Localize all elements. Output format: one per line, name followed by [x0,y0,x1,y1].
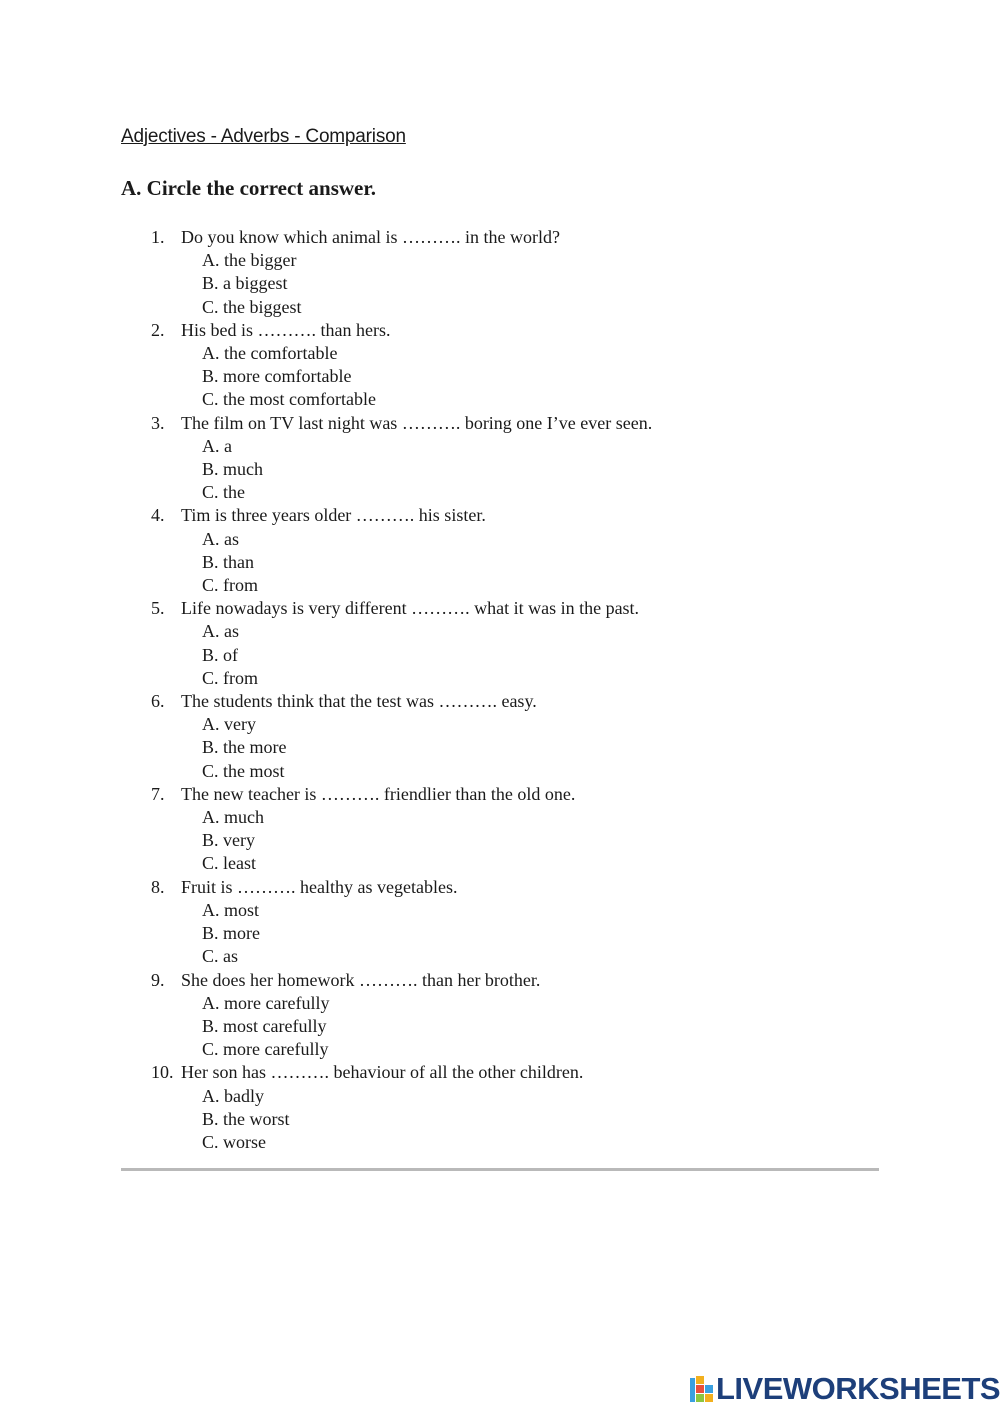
answer-option[interactable]: C. more carefully [202,1039,329,1060]
answer-option[interactable]: C. from [202,667,258,688]
answer-option[interactable]: C. the biggest [202,296,302,317]
answer-option[interactable]: A. as [202,621,239,642]
question-text: Fruit is ………. healthy as vegetables. [181,876,458,897]
question-text: His bed is ………. than hers. [181,319,391,340]
answer-option[interactable]: A. the bigger [202,250,297,271]
page-title: Adjectives - Adverbs - Comparison [121,126,406,147]
question-line [151,876,652,899]
question-number: 9. [151,969,165,990]
question-number: 1. [151,227,165,247]
question-text: Do you know which animal is ………. in the world? [181,227,560,247]
question-line [151,1061,652,1084]
question-text: The students think that the test was ………. easy. [181,691,537,712]
question-item [151,412,652,505]
answer-option[interactable]: A. badly [202,1085,264,1106]
question-item [151,1061,652,1154]
question-text: Tim is three years older ………. his sister. [181,505,486,526]
question-line [151,319,652,342]
question-line [151,969,652,992]
question-item [151,783,652,876]
question-line [151,690,652,713]
question-list [151,226,652,1154]
question-number: 4. [151,505,165,526]
question-number: 2. [151,319,165,340]
question-item [151,969,652,1062]
question-number: 6. [151,691,165,712]
question-line [151,226,652,249]
question-item [151,319,652,412]
answer-option[interactable]: B. very [202,830,255,851]
divider [121,1168,879,1171]
question-text: She does her homework ………. than her brother. [181,969,541,990]
answer-option[interactable]: B. of [202,644,238,665]
answer-option[interactable]: C. the [202,482,245,503]
question-number: 5. [151,598,165,619]
answer-option[interactable]: C. least [202,853,256,874]
question-text: The film on TV last night was ………. boring one I’ve ever seen. [181,412,653,433]
answer-option[interactable]: B. most carefully [202,1015,327,1036]
question-number: 10. [151,1062,174,1083]
answer-option[interactable]: A. very [202,714,256,735]
answer-option[interactable]: B. more comfortable [202,366,352,387]
question-item [151,504,652,597]
answer-option[interactable]: C. the most [202,760,285,781]
answer-option[interactable]: A. more carefully [202,992,330,1013]
answer-option[interactable]: A. as [202,528,239,549]
answer-option[interactable]: C. worse [202,1131,266,1152]
brand-text: LIVEWORKSHEETS [716,1371,1000,1406]
section-heading: A. Circle the correct answer. [121,176,377,200]
question-text: Her son has ………. behaviour of all the other children. [181,1062,584,1083]
question-item [151,876,652,969]
answer-option[interactable]: C. as [202,946,238,967]
answer-option[interactable]: A. most [202,899,260,920]
question-text: Life nowadays is very different ………. what it was in the past. [181,598,640,619]
answer-option[interactable]: A. much [202,807,264,828]
answer-option[interactable]: B. the more [202,737,287,758]
question-item [151,597,652,690]
brand-logo [690,1372,1000,1406]
question-text: The new teacher is ………. friendlier than the old one. [181,783,576,804]
answer-option[interactable]: C. the most comfortable [202,389,376,410]
answer-option[interactable]: B. than [202,551,254,572]
answer-option[interactable]: B. much [202,459,263,480]
answer-option[interactable]: B. more [202,923,260,944]
answer-option[interactable]: A. the comfortable [202,343,338,364]
question-item [151,226,652,319]
question-line [151,597,652,620]
answer-option[interactable]: A. a [202,435,232,456]
question-line [151,783,652,806]
answer-option[interactable]: B. a biggest [202,273,288,294]
question-number: 7. [151,783,165,804]
question-number: 3. [151,412,165,433]
question-line [151,504,652,527]
question-line [151,412,652,435]
question-item [151,690,652,783]
answer-option[interactable]: C. from [202,575,258,596]
question-number: 8. [151,876,165,897]
answer-option[interactable]: B. the worst [202,1108,290,1129]
liveworksheets-logo-icon [690,1376,714,1402]
